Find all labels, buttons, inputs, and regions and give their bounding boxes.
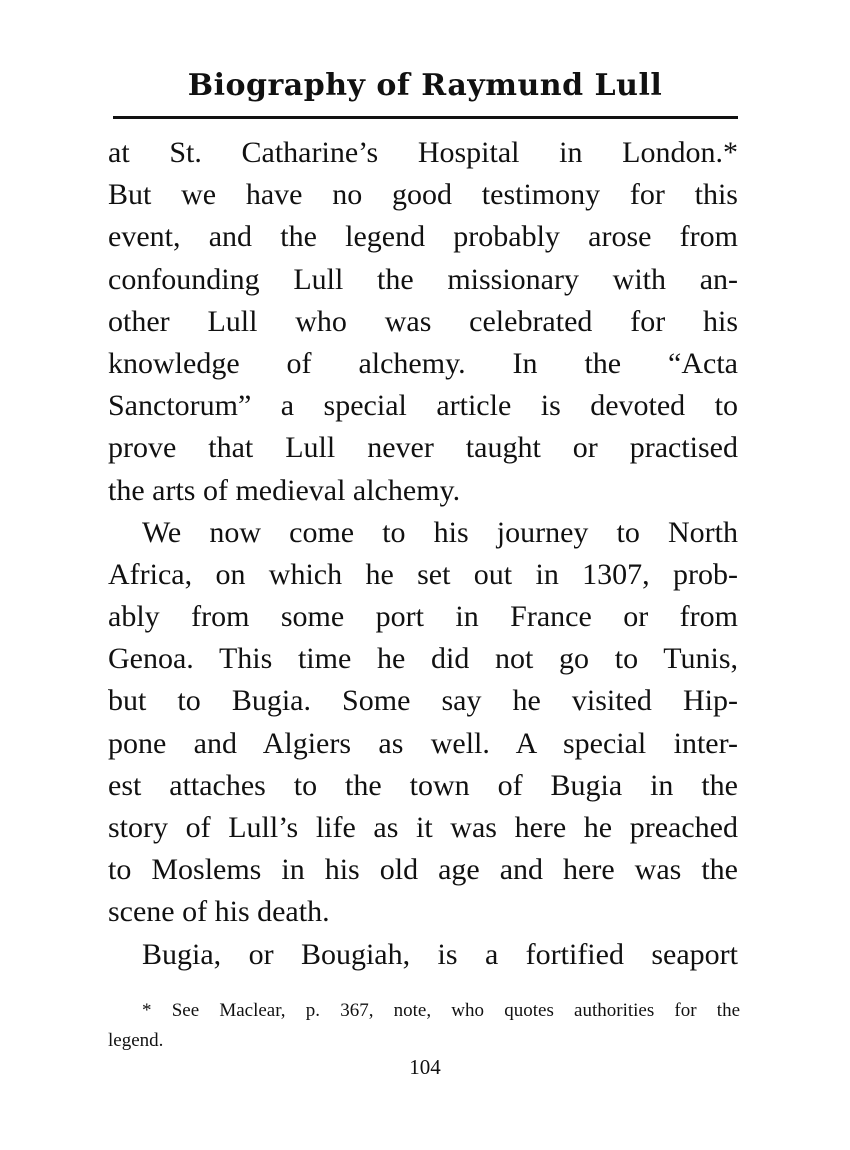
text-line: But we have no good testimony for this <box>108 178 738 212</box>
footnote-line: * See Maclear, p. 367, note, who quotes authorities for the <box>142 1000 740 1021</box>
text-line: pone and Algiers as well. A special inter- <box>108 726 738 760</box>
text-line: other Lull who was celebrated for his <box>108 304 738 338</box>
footnote-line: legend. <box>108 1030 164 1051</box>
text-line: Genoa. This time he did not go to Tunis, <box>108 642 738 676</box>
text-line: story of Lull’s life as it was here he preached <box>108 811 738 844</box>
page-number: 104 <box>409 1055 441 1079</box>
text-line: confounding Lull the missionary with an- <box>108 262 738 296</box>
text-line: but to Bugia. Some say he visited Hip- <box>108 684 738 718</box>
text-line: Sanctorum” a special article is devoted to <box>108 389 738 423</box>
text-line: at St. Catharine’s Hospital in London.* <box>108 136 738 169</box>
header-rule <box>113 116 738 119</box>
text-line: event, and the legend probably arose from <box>108 220 738 254</box>
text-line: Bugia, or Bougiah, is a fortified seaport <box>142 937 738 971</box>
text-line: knowledge of alchemy. In the “Acta <box>108 346 738 380</box>
text-line: the arts of medieval alchemy. <box>108 473 461 507</box>
text-line: to Moslems in his old age and here was the <box>108 853 738 887</box>
text-line: prove that Lull never taught or practised <box>108 431 738 465</box>
text-line: Africa, on which he set out in 1307, prob- <box>108 557 738 591</box>
body-text <box>108 132 738 976</box>
footnote <box>108 996 740 1056</box>
text-line: We now come to his journey to North <box>142 515 738 549</box>
text-line: est attaches to the town of Bugia in the <box>108 768 738 802</box>
running-head: Biography of Raymund Lull <box>187 68 663 103</box>
text-line: ably from some port in France or from <box>108 600 738 634</box>
text-line: scene of his death. <box>108 895 330 929</box>
